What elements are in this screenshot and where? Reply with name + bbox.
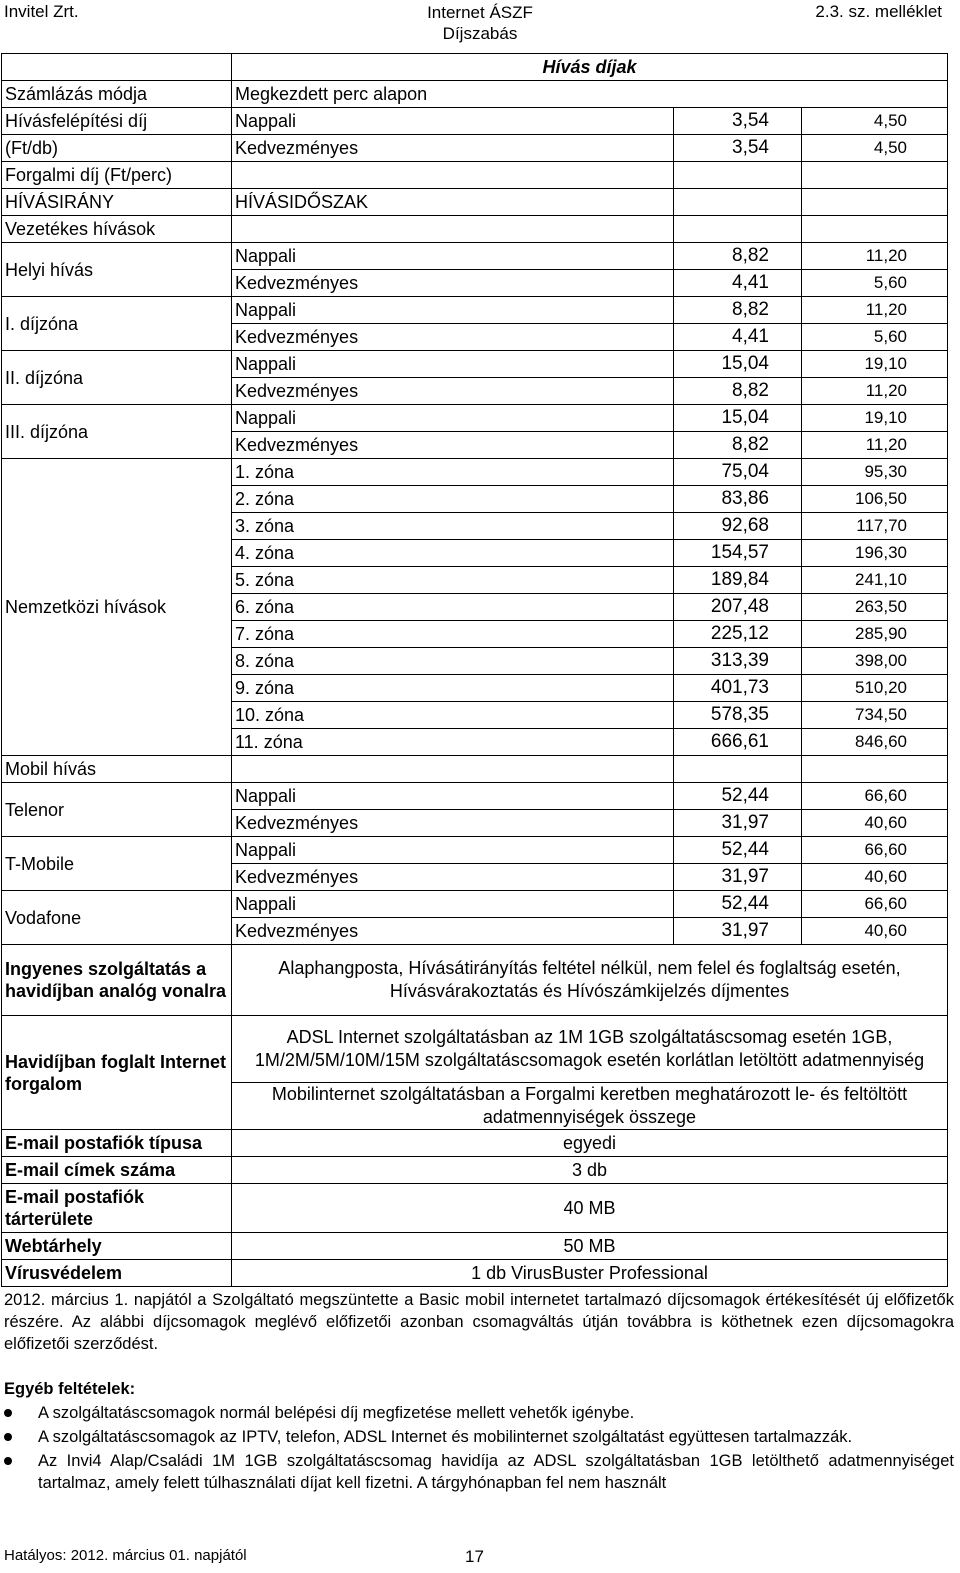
- net-price: 52,44: [674, 783, 802, 810]
- included-traffic-adsl: ADSL Internet szolgáltatásban az 1M 1GB szolgáltatáscsomag esetén 1GB, 1M/2M/5M/10M/15M szolgáltatáscsomagok esetén korlátlan letöltött adatmennyiség: [232, 1016, 948, 1083]
- zone-cell: 9. zóna: [232, 675, 674, 702]
- zone-cell: 7. zóna: [232, 621, 674, 648]
- table-cell: [802, 756, 948, 783]
- table-cell: [802, 189, 948, 216]
- included-traffic-mobile: Mobilinternet szolgáltatásban a Forgalmi keretben meghatározott le- és feltöltött adatmennyiségek összege: [232, 1083, 948, 1130]
- free-services-value: Alaphangposta, Hívásátirányítás feltétel nélkül, nem felel és foglaltság esetén, Hívásvárakoztatás és Hívószámkijelzés díjmentes: [232, 945, 948, 1016]
- operator-label: Telenor: [2, 783, 232, 837]
- gross-price: 196,30: [802, 540, 948, 567]
- zone-label: I. díjzóna: [2, 297, 232, 351]
- gross-price: 263,50: [802, 594, 948, 621]
- net-price: 401,73: [674, 675, 802, 702]
- antivirus-value: 1 db VirusBuster Professional: [232, 1260, 948, 1287]
- table-row: [2, 243, 948, 270]
- table-row: [2, 1184, 948, 1233]
- gross-price: 40,60: [802, 864, 948, 891]
- operator-label: Vodafone: [2, 891, 232, 945]
- period-cell: Nappali: [232, 837, 674, 864]
- table-row: [2, 1233, 948, 1260]
- row-label: Számlázás módja: [2, 81, 232, 108]
- zone-label: Helyi hívás: [2, 243, 232, 297]
- gross-price: 66,60: [802, 783, 948, 810]
- table-row: [2, 405, 948, 432]
- table-row: [2, 135, 948, 162]
- table-row: [2, 1130, 948, 1157]
- net-price: 4,41: [674, 270, 802, 297]
- table-row: [2, 108, 948, 135]
- header-annex: 2.3. sz. melléklet: [815, 2, 942, 21]
- table-cell: [232, 216, 674, 243]
- other-conditions-list: [4, 1402, 954, 1496]
- table-cell: [2, 54, 232, 81]
- period-cell: Kedvezményes: [232, 270, 674, 297]
- zone-cell: 11. zóna: [232, 729, 674, 756]
- email-storage-value: 40 MB: [232, 1184, 948, 1233]
- net-price: 154,57: [674, 540, 802, 567]
- gross-price: 4,50: [802, 135, 948, 162]
- table-cell: [232, 756, 674, 783]
- email-type-value: egyedi: [232, 1130, 948, 1157]
- table-row: [2, 54, 948, 81]
- zone-cell: 1. zóna: [232, 459, 674, 486]
- row-label: Vezetékes hívások: [2, 216, 232, 243]
- net-price: 207,48: [674, 594, 802, 621]
- operator-label: T-Mobile: [2, 837, 232, 891]
- list-item-text: A szolgáltatáscsomagok normál belépési díj megfizetése mellett vehetők igénybe.: [38, 1404, 635, 1422]
- net-price: 3,54: [674, 135, 802, 162]
- net-price: 8,82: [674, 432, 802, 459]
- email-count-label: E-mail címek száma: [2, 1157, 232, 1184]
- bullet-icon: [4, 1433, 12, 1441]
- gross-price: 5,60: [802, 270, 948, 297]
- net-price: 189,84: [674, 567, 802, 594]
- email-storage-label: E-mail postafiók tárterülete: [2, 1184, 232, 1233]
- gross-price: 11,20: [802, 432, 948, 459]
- included-traffic-label: Havidíjban foglalt Internet forgalom: [2, 1016, 232, 1130]
- table-row: [2, 1016, 948, 1083]
- row-label: Mobil hívás: [2, 756, 232, 783]
- gross-price: 241,10: [802, 567, 948, 594]
- net-price: 52,44: [674, 891, 802, 918]
- table-row: [2, 891, 948, 918]
- table-cell: [674, 162, 802, 189]
- period-cell: Nappali: [232, 243, 674, 270]
- header-company: Invitel Zrt.: [4, 2, 79, 21]
- net-price: 8,82: [674, 243, 802, 270]
- table-cell: [674, 756, 802, 783]
- list-item: [4, 1426, 954, 1448]
- net-price: 8,82: [674, 378, 802, 405]
- page-number: 17: [465, 1547, 484, 1566]
- list-item: [4, 1402, 954, 1424]
- list-item-text: Az Invi4 Alap/Családi 1M 1GB szolgáltatáscsomag havidíja az ADSL szolgáltatásban 1GB letölthető adatmennyiséget tartalmaz, amely felett túlhasználati díjat kell fizetni. A tárgyhónapban fel nem használt: [38, 1452, 954, 1492]
- table-row: [2, 189, 948, 216]
- period-cell: Nappali: [232, 405, 674, 432]
- zone-label: II. díjzóna: [2, 351, 232, 405]
- gross-price: 11,20: [802, 378, 948, 405]
- zone-cell: 4. zóna: [232, 540, 674, 567]
- email-type-label: E-mail postafiók típusa: [2, 1130, 232, 1157]
- period-cell: Nappali: [232, 891, 674, 918]
- table-cell: [674, 189, 802, 216]
- net-price: 4,41: [674, 324, 802, 351]
- table-cell: [232, 162, 674, 189]
- email-count-value: 3 db: [232, 1157, 948, 1184]
- antivirus-label: Vírusvédelem: [2, 1260, 232, 1287]
- other-conditions-title: Egyéb feltételek:: [4, 1380, 136, 1398]
- table-cell: [674, 216, 802, 243]
- row-label: HÍVÁSIDŐSZAK: [232, 189, 674, 216]
- section-title: Hívás díjak: [232, 54, 948, 81]
- net-price: 578,35: [674, 702, 802, 729]
- list-item-text: A szolgáltatáscsomagok az IPTV, telefon, ADSL Internet és mobilinternet szolgáltatást együttesen tartalmazzák.: [38, 1428, 853, 1446]
- gross-price: 19,10: [802, 351, 948, 378]
- gross-price: 510,20: [802, 675, 948, 702]
- net-price: 8,82: [674, 297, 802, 324]
- net-price: 313,39: [674, 648, 802, 675]
- period-cell: Kedvezményes: [232, 918, 674, 945]
- zone-cell: 10. zóna: [232, 702, 674, 729]
- header-title: [340, 2, 620, 44]
- net-price: 31,97: [674, 918, 802, 945]
- net-price: 31,97: [674, 810, 802, 837]
- table-row: [2, 459, 948, 486]
- header-title-line2: Díjszabás: [442, 24, 518, 43]
- period-cell: Nappali: [232, 783, 674, 810]
- webspace-value: 50 MB: [232, 1233, 948, 1260]
- free-services-label: Ingyenes szolgáltatás a havidíjban analóg vonalra: [2, 945, 232, 1016]
- webspace-label: Webtárhely: [2, 1233, 232, 1260]
- bullet-icon: [4, 1409, 12, 1417]
- period-cell: Nappali: [232, 108, 674, 135]
- table-row: [2, 1157, 948, 1184]
- footer-effective-date: Hatályos: 2012. március 01. napjától: [4, 1547, 247, 1564]
- period-cell: Kedvezményes: [232, 324, 674, 351]
- table-row: [2, 216, 948, 243]
- gross-price: 734,50: [802, 702, 948, 729]
- gross-price: 11,20: [802, 297, 948, 324]
- table-cell: [802, 216, 948, 243]
- table-row: [2, 351, 948, 378]
- zone-cell: 5. zóna: [232, 567, 674, 594]
- zone-label: III. díjzóna: [2, 405, 232, 459]
- period-cell: Nappali: [232, 351, 674, 378]
- gross-price: 846,60: [802, 729, 948, 756]
- table-cell: [802, 162, 948, 189]
- zone-cell: 2. zóna: [232, 486, 674, 513]
- period-cell: Kedvezményes: [232, 810, 674, 837]
- net-price: 83,86: [674, 486, 802, 513]
- table-row: [2, 837, 948, 864]
- row-label: Hívásfelépítési díj: [2, 108, 232, 135]
- zone-cell: 3. zóna: [232, 513, 674, 540]
- table-row: [2, 1260, 948, 1287]
- table-row: [2, 783, 948, 810]
- header-title-line1: Internet ÁSZF: [427, 3, 533, 22]
- table-row: [2, 945, 948, 1016]
- period-cell: Kedvezményes: [232, 378, 674, 405]
- row-value: Megkezdett perc alapon: [232, 81, 948, 108]
- row-label: Forgalmi díj (Ft/perc): [2, 162, 232, 189]
- net-price: 15,04: [674, 405, 802, 432]
- period-cell: Kedvezményes: [232, 135, 674, 162]
- net-price: 225,12: [674, 621, 802, 648]
- period-cell: Kedvezményes: [232, 864, 674, 891]
- gross-price: 4,50: [802, 108, 948, 135]
- table-row: [2, 756, 948, 783]
- gross-price: 66,60: [802, 837, 948, 864]
- gross-price: 117,70: [802, 513, 948, 540]
- fee-table: [1, 53, 948, 1287]
- net-price: 3,54: [674, 108, 802, 135]
- row-label: HÍVÁSIRÁNY: [2, 189, 232, 216]
- net-price: 15,04: [674, 351, 802, 378]
- list-item: [4, 1450, 954, 1494]
- gross-price: 66,60: [802, 891, 948, 918]
- period-cell: Nappali: [232, 297, 674, 324]
- table-row: [2, 81, 948, 108]
- zone-cell: 6. zóna: [232, 594, 674, 621]
- gross-price: 5,60: [802, 324, 948, 351]
- row-label: (Ft/db): [2, 135, 232, 162]
- net-price: 75,04: [674, 459, 802, 486]
- net-price: 31,97: [674, 864, 802, 891]
- gross-price: 11,20: [802, 243, 948, 270]
- gross-price: 40,60: [802, 810, 948, 837]
- net-price: 52,44: [674, 837, 802, 864]
- gross-price: 106,50: [802, 486, 948, 513]
- gross-price: 95,30: [802, 459, 948, 486]
- period-cell: Kedvezményes: [232, 432, 674, 459]
- table-row: [2, 162, 948, 189]
- gross-price: 19,10: [802, 405, 948, 432]
- zone-cell: 8. zóna: [232, 648, 674, 675]
- table-row: [2, 297, 948, 324]
- bullet-icon: [4, 1457, 12, 1465]
- gross-price: 285,90: [802, 621, 948, 648]
- gross-price: 398,00: [802, 648, 948, 675]
- net-price: 92,68: [674, 513, 802, 540]
- intl-label: Nemzetközi hívások: [2, 459, 232, 756]
- net-price: 666,61: [674, 729, 802, 756]
- gross-price: 40,60: [802, 918, 948, 945]
- notice-paragraph: 2012. március 1. napjától a Szolgáltató megszüntette a Basic mobil internetet tartalmazó díjcsomagok értékesítését új előfizetők részére. Az alábbi díjcsomagok meglévő előfizetői azonban csomagváltás útján továbbra is köthetnek ezen díjcsomagokra előfizetői szerződést.: [4, 1291, 954, 1353]
